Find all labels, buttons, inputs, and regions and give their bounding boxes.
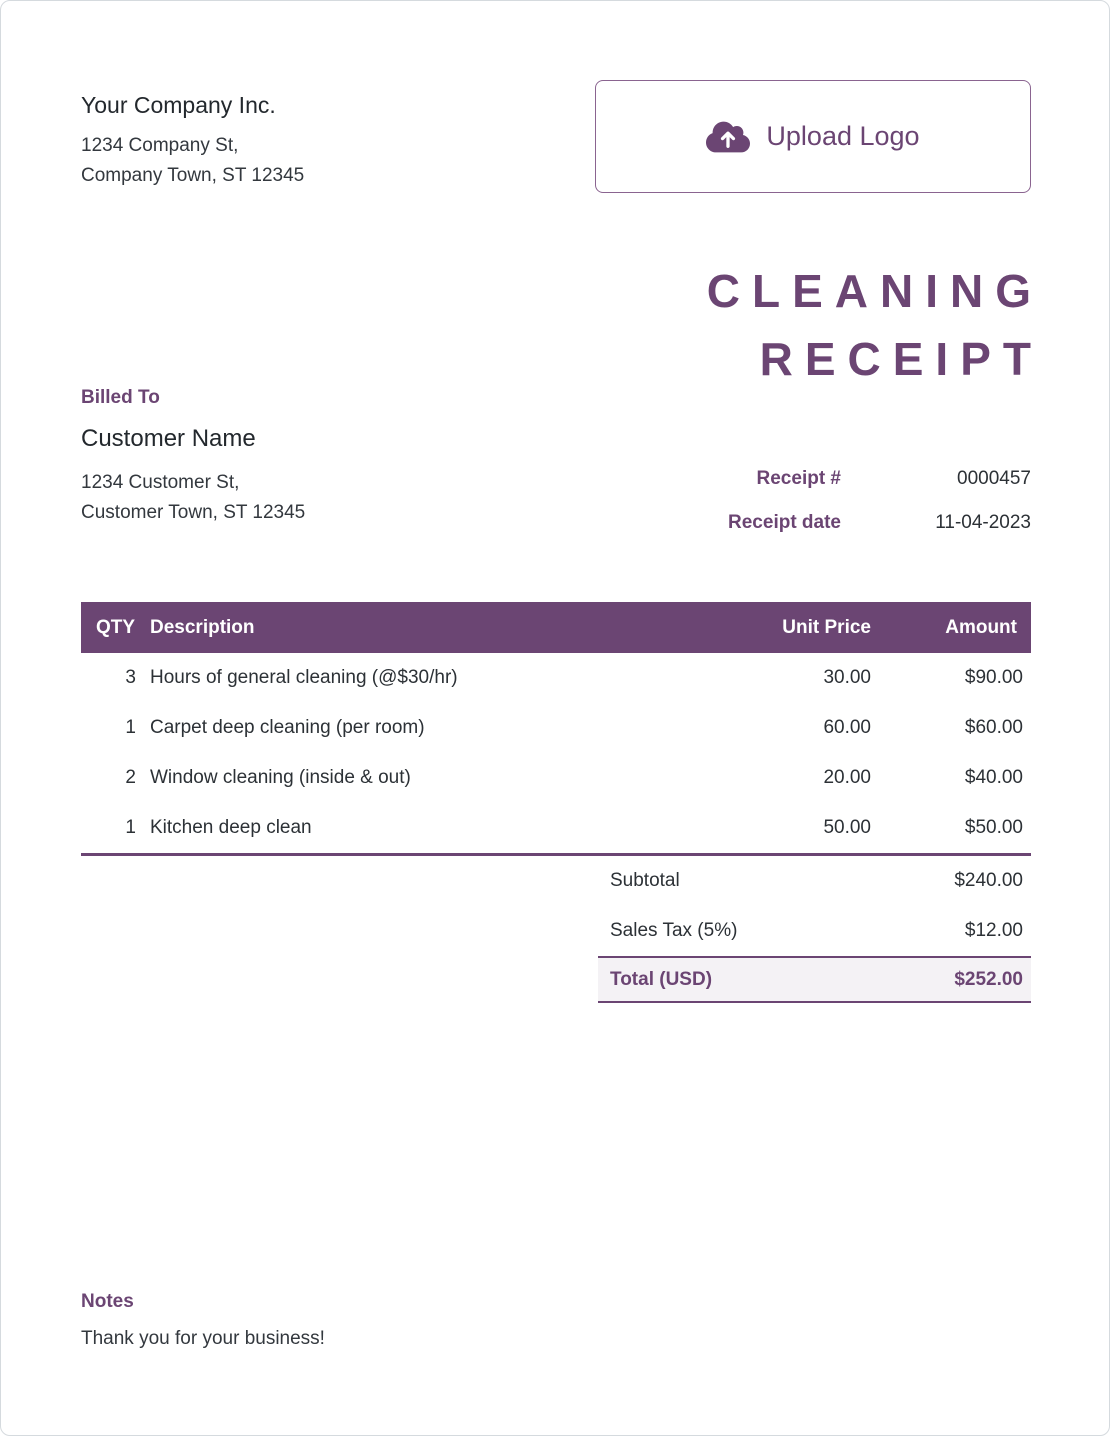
subtotal-label: Subtotal [610,870,680,891]
page-title-line2: RECEIPT [759,333,1043,385]
table-row [81,803,1031,853]
receipt-number-row [707,457,1031,501]
upload-logo-button[interactable] [595,80,1031,193]
cell-amount: $50.00 [964,817,1023,838]
header-unit-price: Unit Price [782,616,871,638]
table-row [81,653,1031,703]
header-amount: Amount [945,616,1017,638]
header-qty: QTY [96,616,136,638]
header-description: Description [150,616,255,638]
billed-to-block [81,386,305,545]
cloud-upload-icon [706,119,750,155]
company-address-line1: 1234 Company St, [81,135,239,156]
cell-description: Hours of general cleaning (@$30/hr) [150,667,458,688]
sales-tax-label: Sales Tax (5%) [610,920,738,941]
cell-amount: $40.00 [964,767,1023,788]
total-label: Total (USD) [610,968,713,990]
receipt-date-label: Receipt date [728,512,841,533]
cell-description: Kitchen deep clean [150,817,312,838]
cell-qty: 1 [125,817,136,838]
total-value: $252.00 [954,968,1023,990]
notes-section [81,1290,325,1351]
cell-unit-price: 20.00 [823,767,871,788]
cell-unit-price: 30.00 [823,667,871,688]
receipt-number-label: Receipt # [756,468,841,489]
notes-heading: Notes [81,1291,134,1312]
sales-tax-row [598,906,1031,956]
cell-amount: $90.00 [964,667,1023,688]
table-header-row [81,602,1031,653]
table-row [81,753,1031,803]
cell-unit-price: 60.00 [823,717,871,738]
receipt-number-value: 0000457 [957,468,1031,489]
page-title-line1: CLEANING [706,265,1043,317]
line-items-table [81,602,1031,1003]
mid-section [1,193,1109,545]
company-address [81,131,304,191]
cell-qty: 3 [125,667,136,688]
cell-unit-price: 50.00 [823,817,871,838]
cell-qty: 2 [125,767,136,788]
table-row [81,703,1031,753]
subtotal-row [598,856,1031,906]
sales-tax-value: $12.00 [964,920,1023,941]
company-address-line2: Company Town, ST 12345 [81,165,305,186]
customer-address [81,468,305,528]
page-title [707,257,1043,393]
title-and-meta [706,257,1043,545]
customer-address-line2: Customer Town, ST 12345 [81,502,306,523]
cell-amount: $60.00 [964,717,1023,738]
cell-description: Carpet deep cleaning (per room) [150,717,425,738]
customer-address-line1: 1234 Customer St, [81,472,240,493]
company-block [81,91,304,191]
total-row [598,956,1031,1003]
company-name: Your Company Inc. [81,92,276,118]
receipt-date-row [707,501,1031,545]
receipt-meta [707,457,1031,545]
subtotal-value: $240.00 [954,870,1023,891]
notes-text: Thank you for your business! [81,1328,325,1349]
upload-logo-label: Upload Logo [766,121,920,151]
cell-qty: 1 [125,717,136,738]
totals-section [598,856,1031,1003]
header [1,1,1109,193]
cell-description: Window cleaning (inside & out) [150,767,411,788]
customer-name: Customer Name [81,425,256,452]
receipt-date-value: 11-04-2023 [935,512,1031,533]
billed-to-heading: Billed To [81,387,160,408]
